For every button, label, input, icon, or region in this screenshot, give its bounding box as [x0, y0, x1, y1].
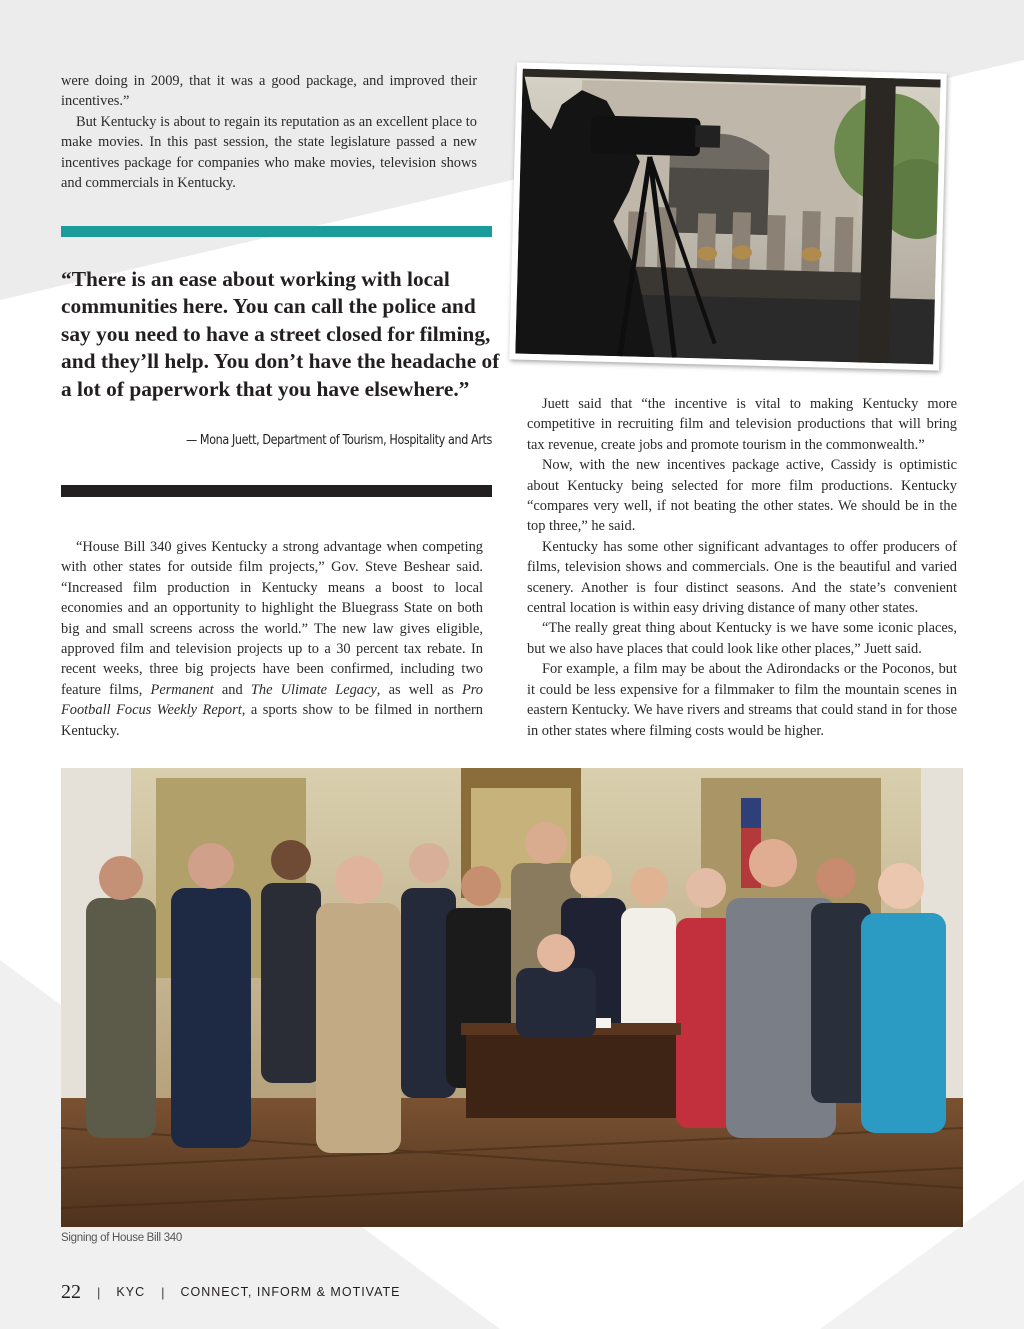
film-title: Permanent: [150, 681, 214, 698]
film-title: The Ulimate Legacy: [250, 681, 377, 698]
footer-separator: |: [161, 1284, 165, 1300]
page-number: 22: [61, 1280, 81, 1303]
left-column-top-text: [61, 71, 477, 193]
paragraph: For example, a film may be about the Adirondacks or the Poconos, but it could be less expensive for a filmmaker to film the mountain scenes in eastern Kentucky. We have rivers and streams that could stand in for those in other states where filming costs would be higher.: [527, 661, 957, 739]
pull-quote: “There is an ease about working with local communities here. You can call the police and say you need to have a street closed for filming, and they’ll help. You don’t have the headache of a lot of paperwork that you have elsewhere.”: [61, 267, 500, 401]
page-footer: [61, 1280, 400, 1304]
paragraph: Juett said that “the incentive is vital to making Kentucky more competitive in recruiting film and television productions that will bring tax revenue, create jobs and promote tourism in the commonwealth.”: [527, 396, 957, 453]
paragraph: But Kentucky is about to regain its reputation as an excellent place to make movies. In this past session, the state legislature passed a new incentives package for companies who make movies, television shows and commercials in Kentucky.: [61, 113, 477, 192]
bill-signing-photo-image: [61, 768, 963, 1227]
paragraph: “The really great thing about Kentucky is we have some iconic places, but we also have places that could look like other places,” Juett said.: [527, 620, 957, 657]
text-run: , as well as: [376, 681, 462, 698]
magazine-name: KYC: [116, 1285, 146, 1299]
pull-quote-attribution: — Mona Juett, Department of Tourism, Hospitality and Arts: [185, 433, 492, 448]
magazine-tagline: CONNECT, INFORM & MOTIVATE: [180, 1285, 401, 1299]
text-run: “House Bill 340 gives Kentucky a strong advantage when competing with other states for outside film projects,” Gov. Steve Beshear said. “Increased film production in Kentucky means a boost to local economies and an opportunity to highlight the Bluegrass State on both big and small screens across the world.” The new law gives eligible, approved film and television projects up to a 30 percent tax rebate. In recent weeks, three big projects have been confirmed, including two feature films,: [61, 539, 483, 698]
photo-caption: Signing of House Bill 340: [61, 1232, 182, 1244]
paragraph: Now, with the new incentives package active, Cassidy is optimistic about Kentucky being selected for more film productions. Kentucky “compares very well, if not beating the other states. We should be in the top three,” he said.: [527, 457, 957, 535]
footer-separator: |: [97, 1284, 101, 1300]
paragraph: [61, 537, 483, 741]
teal-divider-rule: [61, 226, 492, 237]
text-run: and: [213, 681, 251, 698]
left-column-bottom-text: [61, 537, 483, 741]
paragraph: were doing in 2009, that it was a good package, and improved their incentives.”: [61, 73, 477, 110]
film-crew-photo: [509, 62, 947, 370]
text-run: , a sports show to be filmed in northern Kentucky.: [61, 702, 483, 739]
paragraph: Kentucky has some other significant advantages to offer producers of films, television shows and commercials. One is the beautiful and varied scenery. Another is four distinct seasons. And the state’s convenient central location is within easy driving distance of many other states.: [527, 538, 957, 617]
right-column-text: [527, 394, 957, 741]
dark-divider-rule: [61, 485, 492, 497]
show-title: Pro Football Focus Weekly Report: [61, 681, 483, 719]
film-crew-photo-image: [515, 69, 940, 365]
bill-signing-photo: [61, 768, 963, 1227]
